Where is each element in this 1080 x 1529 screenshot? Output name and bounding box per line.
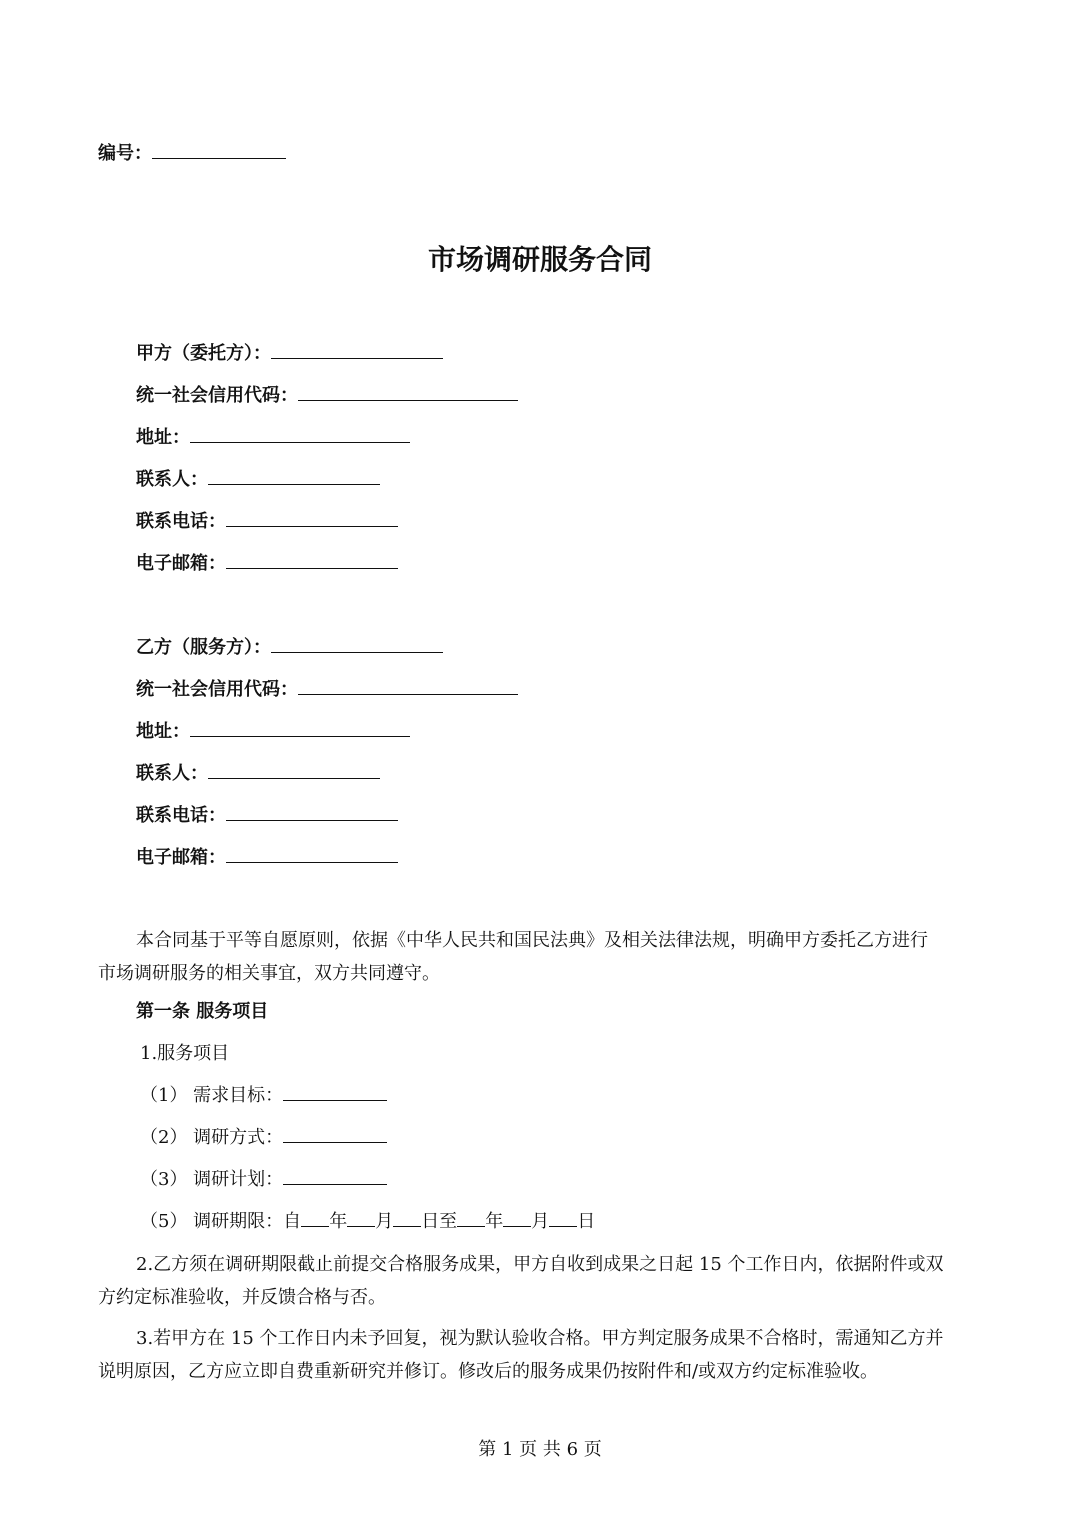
party-a-phone-label: 联系电话： <box>136 511 226 532</box>
page-footer: 第 1 页 共 6 页 <box>478 1439 602 1460</box>
service-item-1-label: （1） 需求目标： <box>140 1085 284 1106</box>
end-month-label: 月 <box>531 1211 550 1232</box>
party-b-credit-code-blank[interactable] <box>298 693 518 695</box>
clause-2-line-1: 2.乙方须在调研期限截止前提交合格服务成果，甲方自收到成果之日起 15 个工作日内，依据附件或双 <box>136 1254 944 1275</box>
party-b-phone <box>136 802 398 830</box>
end-year-label: 年 <box>485 1211 504 1232</box>
service-item-3-label: （3） 调研计划： <box>140 1169 284 1190</box>
service-item-3-blank[interactable] <box>283 1168 387 1185</box>
intro-line-2: 市场调研服务的相关事宜，双方共同遵守。 <box>98 963 440 984</box>
party-b-name-blank[interactable] <box>271 651 443 653</box>
service-item-3 <box>140 1166 387 1194</box>
page-title: 市场调研服务合同 <box>427 243 652 276</box>
intro-line-1: 本合同基于平等自愿原则，依据《中华人民共和国民法典》及相关法律法规，明确甲方委托乙方进行 <box>136 930 928 951</box>
party-a-credit-code-blank[interactable] <box>298 399 518 401</box>
party-a-credit-code-label: 统一社会信用代码： <box>136 385 298 406</box>
party-b-phone-label: 联系电话： <box>136 805 226 826</box>
party-a-contact <box>136 466 380 494</box>
party-a-email-blank[interactable] <box>226 567 398 569</box>
party-b-contact-blank[interactable] <box>208 777 380 779</box>
party-a-email-label: 电子邮箱： <box>136 553 226 574</box>
party-a-name-blank[interactable] <box>271 357 443 359</box>
party-b-email-blank[interactable] <box>226 861 398 863</box>
party-b-contact-label: 联系人： <box>136 763 208 784</box>
party-a-heading <box>136 340 443 368</box>
party-b-credit-code <box>136 676 518 704</box>
clause-3-line-1: 3.若甲方在 15 个工作日内未予回复，视为默认验收合格。甲方判定服务成果不合格时，需通知乙方并 <box>136 1328 944 1349</box>
document-number-blank[interactable] <box>152 157 286 159</box>
end-month-blank[interactable] <box>503 1210 531 1227</box>
service-item-5-label: （5） 调研期限：自 <box>140 1211 302 1232</box>
party-b-address-blank[interactable] <box>190 735 410 737</box>
service-item-2 <box>140 1124 387 1152</box>
service-item-5 <box>140 1208 595 1236</box>
document-number <box>98 140 286 168</box>
party-b-address-label: 地址： <box>136 721 190 742</box>
start-year-blank[interactable] <box>301 1210 329 1227</box>
party-b-email-label: 电子邮箱： <box>136 847 226 868</box>
party-a-address-blank[interactable] <box>190 441 410 443</box>
end-year-blank[interactable] <box>457 1210 485 1227</box>
service-item-1-blank[interactable] <box>283 1084 387 1101</box>
party-a-heading-label: 甲方（委托方）： <box>136 343 271 364</box>
party-b-credit-code-label: 统一社会信用代码： <box>136 679 298 700</box>
party-a-email <box>136 550 398 578</box>
start-day-to-label: 日至 <box>421 1211 458 1232</box>
start-year-label: 年 <box>329 1211 348 1232</box>
clause-2-line-2: 方约定标准验收，并反馈合格与否。 <box>98 1287 386 1308</box>
article-1-title: 第一条 服务项目 <box>136 1001 269 1022</box>
party-a-phone <box>136 508 398 536</box>
party-b-heading <box>136 634 443 662</box>
party-b-email <box>136 844 398 872</box>
end-day-blank[interactable] <box>549 1210 577 1227</box>
party-a-contact-label: 联系人： <box>136 469 208 490</box>
party-b-contact <box>136 760 380 788</box>
start-month-blank[interactable] <box>347 1210 375 1227</box>
party-a-contact-blank[interactable] <box>208 483 380 485</box>
party-a-phone-blank[interactable] <box>226 525 398 527</box>
party-b-phone-blank[interactable] <box>226 819 398 821</box>
party-b-heading-label: 乙方（服务方）： <box>136 637 271 658</box>
service-item-2-label: （2） 调研方式： <box>140 1127 284 1148</box>
end-day-label: 日 <box>577 1211 596 1232</box>
document-number-label: 编号： <box>98 143 152 164</box>
party-a-address <box>136 424 410 452</box>
party-a-credit-code <box>136 382 518 410</box>
clause-3-line-2: 说明原因，乙方应立即自费重新研究并修订。修改后的服务成果仍按附件和/或双方约定标准验收。 <box>98 1361 879 1382</box>
start-day-blank[interactable] <box>393 1210 421 1227</box>
subsection-1-title: 1.服务项目 <box>140 1043 230 1064</box>
party-b-address <box>136 718 410 746</box>
party-a-address-label: 地址： <box>136 427 190 448</box>
service-item-2-blank[interactable] <box>283 1126 387 1143</box>
start-month-label: 月 <box>375 1211 394 1232</box>
service-item-1 <box>140 1082 387 1110</box>
